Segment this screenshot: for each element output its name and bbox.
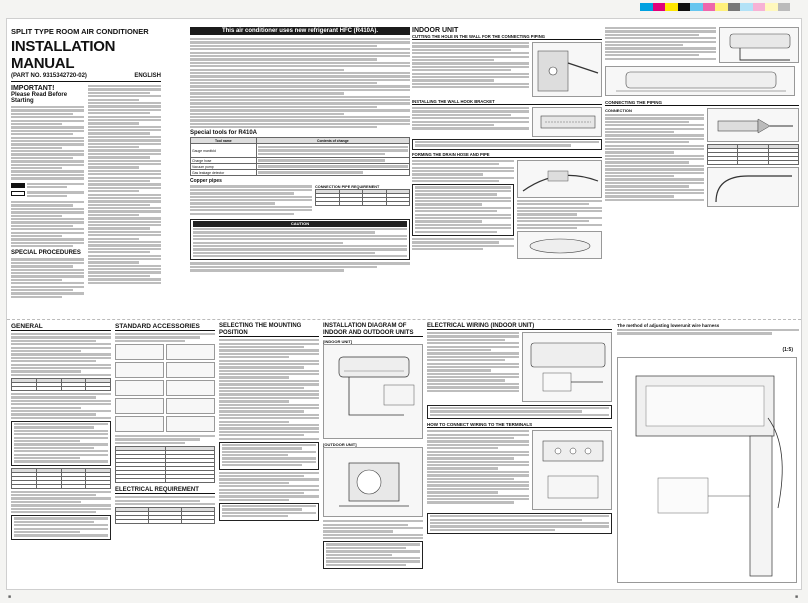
title-column [11,27,161,317]
how-to-connect-title: HOW TO CONNECT WIRING TO THE TERMINALS [427,422,612,428]
connection-subtitle: CONNECTION [605,108,632,113]
wall-hole-figure [532,42,602,97]
outdoor-unit-diagram [323,447,423,517]
connection-pipe-title: CONNECTION PIPE REQUIREMENT [315,185,380,190]
scale-label: (1:5) [782,347,793,353]
hook-caution [412,139,602,150]
adjusting-method-title: The method of adjusting lowerunit wire harness [617,323,720,328]
flare-nut-figure [707,108,799,142]
connecting-piping-title: CONNECTING THE PIPING [605,100,799,106]
fold-line [7,319,801,320]
copper-pipes-title: Copper pipes [190,178,222,185]
step-cutting-hole: CUTTING THE HOLE IN THE WALL FOR THE CONNECTING PIPING [412,34,602,40]
refrigerant-banner: This air conditioner uses new refrigerant HFC (R410A). [190,27,410,35]
manual-sheet [6,18,802,590]
print-footer-right: ■ [794,594,798,600]
installation-diagram-section [323,323,423,587]
electrical-wiring-title: ELECTRICAL WIRING (INDOOR UNIT) [427,323,612,330]
important-text [11,106,84,180]
general-caution [11,421,111,466]
model-line: SPLIT TYPE ROOM AIR CONDITIONER [11,27,149,36]
drain-hose-figure [517,160,602,198]
caution-box-refrigerant: CAUTION [190,219,410,261]
indoor-unit-label: [INDOOR UNIT] [323,339,353,345]
mounting-position-title: SELECTING THE MOUNTING POSITION [219,323,319,337]
pipe-size-table [11,378,111,391]
indoor-unit-title: INDOOR UNIT [412,27,459,34]
step-drain-hose: FORMING THE DRAIN HOSE AND PIPE [412,152,602,158]
general-section [11,323,111,587]
important-subtitle: Please Read Before Starting [11,92,68,104]
harness-drawing [617,357,797,583]
caution-tag [11,191,25,196]
installation-diagram-title: INSTALLATION DIAGRAM OF INDOOR AND OUTDOOR UNITS [323,323,423,337]
refrigerant-section [190,27,410,317]
print-color-bar [640,3,790,11]
connecting-piping-section [605,27,799,317]
bending-figure [707,167,799,207]
pipe-table [315,189,410,206]
outdoor-unit-label: [OUTDOOR UNIT] [323,442,357,448]
wiring-figure [522,332,612,402]
step-wall-hook: INSTALLING THE WALL HOOK BRACKET [412,99,602,105]
accessories-grid [115,344,215,432]
warning-tag [11,183,25,188]
manual-title: INSTALLATION MANUAL [11,38,116,72]
drain-insulation-figure [517,231,602,259]
special-tools-table: Tool name Contents of change Gauge manifold Charge hose Vacuum pump Gas leakage detector [190,137,410,176]
operating-range-table [11,468,111,489]
indoor-unit-section [412,27,602,317]
special-tools-title: Special tools for R410A [190,130,258,137]
wall-hook-figure [532,107,602,137]
adjusting-method-section [617,323,799,587]
optional-parts-table [115,446,215,483]
important-title: IMPORTANT! [11,85,55,92]
electrical-wiring-section [427,323,612,587]
mounting-position-section [219,323,319,587]
indoor-unit-diagram [323,344,423,439]
torque-table [707,144,799,165]
part-number: (PART NO. 9315342720-02) [11,73,87,79]
print-footer-left: ■ [8,594,12,600]
terminal-figure [532,430,612,510]
accessories-section [115,323,215,587]
accessories-title: STANDARD ACCESSORIES [115,323,215,331]
general-title: GENERAL [11,323,111,331]
unit-hook-figure [605,66,795,96]
piping-route-figure [719,27,799,63]
wiring-caution [427,513,612,534]
electrical-table [115,507,215,524]
electrical-requirement-title: ELECTRICAL REQUIREMENT [115,487,215,494]
language-label: ENGLISH [134,73,161,79]
special-procedures-title: SPECIAL PROCEDURES [11,250,81,257]
